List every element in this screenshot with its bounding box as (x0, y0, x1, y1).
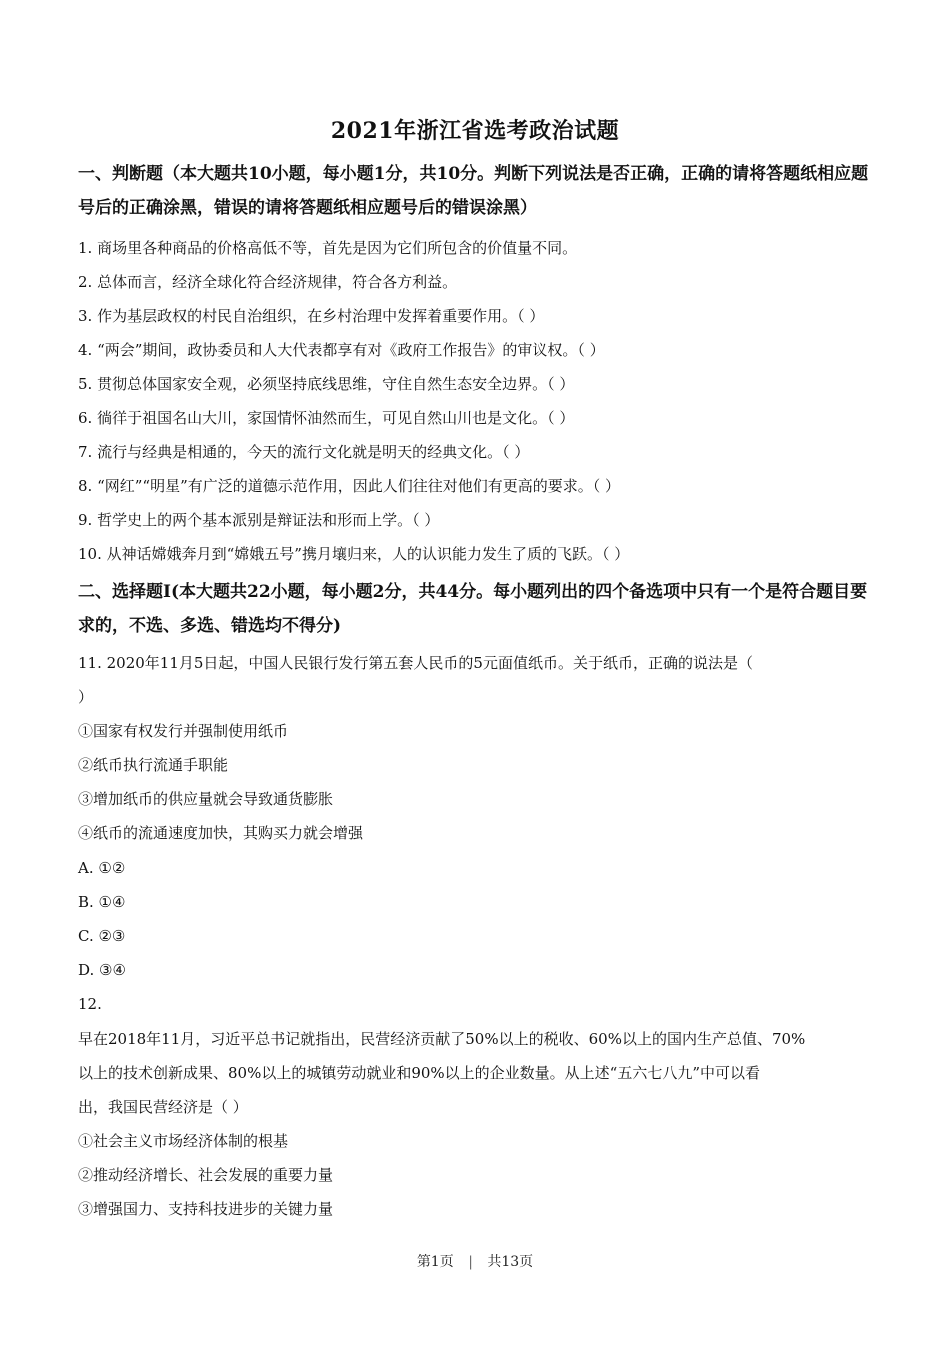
question-11-statement-2: ②纸币执行流通手职能 (78, 756, 229, 774)
judgement-item-4: 4. “两会”期间，政协委员和人大代表都享有对《政府工作报告》的审议权。（ ） (78, 341, 605, 359)
question-12-stem-1: 早在2018年11月，习近平总书记就指出，民营经济贡献了50%以上的税收、60%以上的国内生产总值、70% (78, 1030, 806, 1048)
page-title: 2021年浙江省选考政治试题 (330, 118, 620, 144)
judgement-item-2: 2. 总体而言，经济全球化符合经济规律，符合各方利益。 (78, 273, 458, 291)
section-2-heading: 二、选择题I(本大题共22小题，每小题2分，共44分。每小题列出的四个备选项中只有一个是符合题目要求的，不选、多选、错选均不得分) (78, 582, 868, 636)
question-12-stem-3: 出，我国民营经济是（ ） (78, 1098, 248, 1116)
judgement-item-5: 5. 贯彻总体国家安全观，必须坚持底线思维，守住自然生态安全边界。（ ） (78, 375, 575, 393)
question-11-stem: 11. 2020年11月5日起，中国人民银行发行第五套人民币的5元面值纸币。关于纸币，正确的说法是（ (78, 654, 753, 672)
question-11-option-c: C. ②③ (78, 927, 126, 945)
question-11-stem-end: ） (78, 688, 94, 706)
page-number: 第1页 (416, 1254, 454, 1270)
judgement-item-10: 10. 从神话嫦娥奔月到“嫦娥五号”携月壤归来，人的认识能力发生了质的飞跃。（ ） (78, 545, 630, 563)
question-11-statement-3: ③增加纸币的供应量就会导致通货膨胀 (78, 790, 334, 808)
total-pages: 共13页 (487, 1254, 534, 1270)
judgement-item-7: 7. 流行与经典是相通的，今天的流行文化就是明天的经典文化。（ ） (78, 443, 530, 461)
question-11-statement-1: ①国家有权发行并强制使用纸币 (78, 722, 289, 740)
question-11-option-a: A. ①② (78, 859, 126, 877)
question-12-number: 12. (78, 995, 102, 1013)
question-11-option-d: D. ③④ (78, 961, 126, 979)
judgement-item-3: 3. 作为基层政权的村民自治组织，在乡村治理中发挥着重要作用。（ ） (78, 307, 545, 325)
judgement-item-1: 1. 商场里各种商品的价格高低不等，首先是因为它们所包含的价值量不同。 (78, 239, 578, 257)
question-12-statement-1: ①社会主义市场经济体制的根基 (78, 1132, 289, 1150)
section-1-heading: 一、判断题（本大题共10小题，每小题1分，共10分。判断下列说法是否正确，正确的请将答题纸相应题号后的正确涂黑，错误的请将答题纸相应题号后的错误涂黑） (78, 164, 869, 218)
footer-separator: | (468, 1254, 473, 1270)
judgement-item-6: 6. 徜徉于祖国名山大川，家国情怀油然而生，可见自然山川也是文化。（ ） (78, 409, 575, 427)
question-12-stem-2: 以上的技术创新成果、80%以上的城镇劳动就业和90%以上的企业数量。从上述“五六七八九”中可以看 (78, 1064, 761, 1082)
judgement-item-9: 9. 哲学史上的两个基本派别是辩证法和形而上学。（ ） (78, 511, 440, 529)
page-footer (0, 1251, 950, 1271)
question-11-option-b: B. ①④ (78, 893, 126, 911)
question-12-statement-2: ②推动经济增长、社会发展的重要力量 (78, 1166, 334, 1184)
question-12-statement-3: ③增强国力、支持科技进步的关键力量 (78, 1200, 334, 1218)
question-11-statement-4: ④纸币的流通速度加快，其购买力就会增强 (78, 824, 364, 842)
judgement-item-8: 8. “网红”“明星”有广泛的道德示范作用，因此人们往往对他们有更高的要求。（ ） (78, 477, 621, 495)
